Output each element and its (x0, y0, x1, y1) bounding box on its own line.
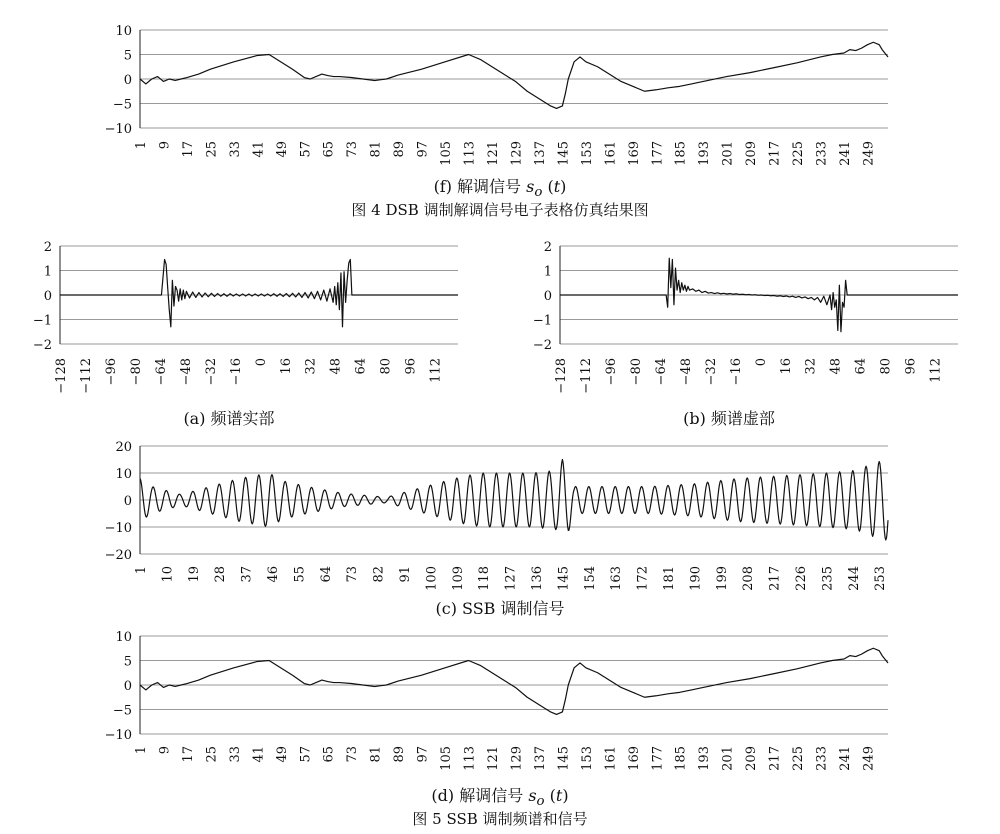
x-tick-label-c-8: 73 (345, 566, 361, 583)
x-tick-label-d-24: 193 (697, 746, 713, 771)
x-tick-label-a-10: 32 (303, 358, 319, 375)
x-tick-label-d-11: 89 (392, 746, 408, 763)
x-tick-label-a-8: 0 (253, 358, 269, 367)
x-tick-label-c-20: 181 (662, 566, 677, 591)
y-tick-label-a-4: 2 (43, 240, 52, 255)
x-tick-label-a-3: −80 (128, 358, 144, 386)
y-tick-label-a-0: −2 (32, 338, 52, 353)
x-tick-label-f-13: 105 (439, 141, 455, 166)
x-tick-label-c-22: 199 (714, 566, 730, 591)
x-tick-label-a-5: −48 (178, 358, 194, 386)
x-tick-label-d-1: 9 (157, 746, 173, 755)
caption-d-suffix: ( (544, 786, 556, 805)
x-tick-label-b-5: −48 (678, 358, 694, 386)
x-tick-label-d-28: 225 (791, 746, 807, 771)
x-tick-label-f-24: 193 (697, 141, 713, 166)
caption-f-suffix: ( (542, 177, 554, 196)
x-tick-label-c-25: 226 (794, 566, 809, 591)
chart-c (0, 432, 1000, 592)
x-tick-label-c-9: 82 (371, 566, 387, 583)
x-tick-label-f-21: 169 (626, 141, 642, 166)
x-tick-label-d-16: 129 (509, 746, 525, 771)
y-tick-label-c-4: 20 (115, 440, 132, 455)
x-tick-label-d-8: 65 (321, 746, 337, 763)
x-tick-label-f-19: 153 (579, 141, 595, 166)
x-tick-label-d-7: 57 (298, 746, 314, 763)
chart-a (0, 232, 500, 402)
x-tick-label-a-6: −32 (203, 358, 219, 386)
x-tick-label-d-25: 201 (720, 746, 736, 771)
x-tick-label-d-12: 97 (415, 746, 431, 763)
x-tick-label-a-9: 16 (278, 358, 294, 375)
x-tick-label-c-23: 208 (741, 566, 757, 591)
caption-b: (b) 频谱虚部 (683, 409, 775, 428)
x-tick-label-c-18: 163 (609, 566, 625, 591)
x-tick-label-b-8: 0 (753, 358, 769, 367)
x-tick-label-b-4: −64 (653, 358, 669, 386)
x-tick-label-c-1: 10 (160, 566, 176, 583)
x-tick-label-b-10: 32 (803, 358, 819, 375)
chart-b (500, 232, 1000, 402)
chart-d (0, 624, 1000, 780)
x-tick-label-b-12: 64 (853, 358, 869, 375)
x-tick-label-a-12: 64 (353, 358, 369, 375)
caption-d-close: ) (562, 786, 569, 805)
x-tick-label-d-15: 121 (486, 746, 501, 771)
caption-f (0, 174, 1000, 200)
x-tick-label-f-28: 225 (791, 141, 807, 166)
x-tick-label-f-4: 33 (227, 141, 243, 158)
x-tick-label-f-3: 25 (204, 141, 220, 158)
x-tick-label-f-2: 17 (180, 141, 196, 158)
x-tick-label-f-26: 209 (744, 141, 760, 166)
x-tick-label-b-6: −32 (703, 358, 719, 386)
x-tick-label-a-14: 96 (403, 358, 419, 375)
y-tick-label-f-1: −5 (112, 97, 132, 113)
x-tick-label-b-14: 96 (903, 358, 919, 375)
y-tick-label-c-1: −10 (104, 521, 132, 536)
x-tick-label-a-7: −16 (228, 358, 244, 386)
x-tick-label-d-4: 33 (227, 746, 243, 763)
x-tick-label-c-19: 172 (635, 566, 651, 591)
y-tick-label-c-0: −20 (104, 548, 132, 563)
x-tick-label-d-5: 41 (251, 746, 267, 763)
x-tick-label-c-24: 217 (767, 566, 783, 591)
x-tick-label-c-13: 118 (477, 566, 493, 591)
y-tick-label-d-3: 5 (123, 654, 132, 670)
x-tick-label-a-11: 48 (328, 358, 344, 375)
y-tick-label-f-3: 5 (123, 48, 132, 64)
y-tick-label-c-3: 10 (115, 467, 132, 482)
x-tick-label-f-17: 137 (532, 141, 548, 166)
x-tick-label-f-23: 185 (673, 141, 689, 166)
x-tick-label-c-27: 244 (846, 566, 862, 591)
y-tick-label-f-4: 10 (115, 24, 132, 39)
x-tick-label-f-7: 57 (298, 141, 314, 158)
x-tick-label-b-9: 16 (778, 358, 794, 375)
x-tick-label-f-27: 217 (767, 141, 783, 166)
x-tick-label-a-13: 80 (378, 358, 394, 375)
x-tick-label-a-0: −128 (54, 358, 69, 394)
x-tick-label-a-4: −64 (153, 358, 169, 386)
y-tick-label-d-1: −5 (112, 703, 132, 719)
x-tick-label-b-13: 80 (878, 358, 894, 375)
y-tick-label-a-1: −1 (32, 313, 52, 329)
y-tick-label-d-0: −10 (104, 728, 132, 743)
x-tick-label-f-15: 121 (486, 141, 501, 166)
x-tick-label-a-15: 112 (428, 358, 444, 383)
x-tick-label-f-6: 49 (274, 141, 290, 158)
x-tick-label-b-2: −96 (603, 358, 619, 386)
y-tick-label-d-2: 0 (123, 679, 132, 694)
y-tick-label-c-2: 0 (123, 494, 132, 509)
x-tick-label-a-1: −112 (78, 358, 94, 394)
x-tick-label-d-27: 217 (767, 746, 783, 771)
y-tick-label-f-0: −10 (104, 122, 132, 137)
y-tick-label-a-2: 0 (43, 289, 52, 304)
x-tick-label-c-11: 100 (424, 566, 440, 591)
x-tick-label-f-0: 1 (134, 141, 149, 150)
chart-f (0, 0, 1000, 170)
caption-d-var: s (528, 786, 537, 805)
x-tick-label-c-26: 235 (820, 566, 836, 591)
x-tick-label-c-10: 91 (398, 566, 413, 583)
caption-a: (a) 频谱实部 (183, 409, 275, 428)
caption-f-prefix: (f) 解调信号 (433, 177, 527, 196)
caption-d-sub: o (536, 794, 545, 810)
caption-f-var: s (526, 177, 535, 196)
x-tick-label-c-2: 19 (186, 566, 202, 583)
x-tick-label-d-22: 177 (650, 746, 666, 771)
x-tick-label-b-0: −128 (554, 358, 569, 394)
x-tick-label-b-1: −112 (578, 358, 594, 394)
caption-f-arg: t (553, 177, 561, 196)
figure-5-caption: 图 5 SSB 调制频谱和信号 (412, 810, 588, 828)
y-tick-label-b-2: 0 (543, 289, 552, 304)
caption-f-close: ) (560, 177, 567, 196)
x-tick-label-f-20: 161 (603, 141, 619, 166)
x-tick-label-f-22: 177 (650, 141, 666, 166)
x-tick-label-d-29: 233 (814, 746, 830, 771)
x-tick-label-c-3: 28 (213, 566, 229, 583)
caption-d (0, 783, 1000, 809)
x-tick-label-d-9: 73 (345, 746, 361, 763)
x-tick-label-f-12: 97 (415, 141, 431, 158)
x-tick-label-d-17: 137 (532, 746, 548, 771)
x-tick-label-b-15: 112 (928, 358, 944, 383)
x-tick-label-d-10: 81 (368, 746, 384, 763)
y-tick-label-a-3: 1 (43, 264, 52, 280)
x-tick-label-d-30: 241 (838, 746, 853, 771)
x-tick-label-d-0: 1 (134, 746, 149, 755)
x-tick-label-c-28: 253 (873, 566, 889, 591)
x-tick-label-c-16: 145 (556, 566, 572, 591)
x-tick-label-c-0: 1 (134, 566, 149, 575)
x-tick-label-c-7: 64 (318, 566, 334, 583)
x-tick-label-c-21: 190 (688, 566, 704, 591)
x-tick-label-d-2: 17 (180, 746, 196, 763)
caption-f-sub: o (534, 185, 543, 201)
x-tick-label-d-19: 153 (579, 746, 595, 771)
x-tick-label-c-5: 46 (266, 566, 281, 583)
series-line-b (560, 258, 958, 332)
x-tick-label-f-8: 65 (321, 141, 337, 158)
x-tick-label-c-4: 37 (239, 566, 255, 583)
x-tick-label-c-17: 154 (582, 566, 598, 591)
x-tick-label-d-18: 145 (556, 746, 572, 771)
x-tick-label-f-11: 89 (392, 141, 408, 158)
series-line-d (140, 648, 888, 714)
x-tick-label-f-1: 9 (157, 141, 173, 150)
x-tick-label-b-7: −16 (728, 358, 744, 386)
x-tick-label-c-15: 136 (530, 566, 545, 591)
y-tick-label-b-3: 1 (543, 264, 552, 280)
x-tick-label-f-16: 129 (509, 141, 525, 166)
x-tick-label-c-6: 55 (292, 566, 308, 583)
y-tick-label-b-4: 2 (543, 240, 552, 255)
x-tick-label-d-14: 113 (462, 746, 478, 771)
x-tick-label-f-25: 201 (720, 141, 736, 166)
series-line-f (140, 42, 888, 108)
caption-d-prefix: (d) 解调信号 (431, 786, 529, 805)
x-tick-label-d-23: 185 (673, 746, 689, 771)
x-tick-label-d-31: 249 (861, 746, 877, 771)
caption-c: (c) SSB 调制信号 (435, 599, 565, 618)
x-tick-label-d-13: 105 (439, 746, 455, 771)
x-tick-label-b-11: 48 (828, 358, 844, 375)
figure-4-caption: 图 4 DSB 调制解调信号电子表格仿真结果图 (351, 201, 649, 219)
x-tick-label-f-29: 233 (814, 141, 830, 166)
x-tick-label-f-9: 73 (345, 141, 361, 158)
x-tick-label-f-18: 145 (556, 141, 572, 166)
x-tick-label-f-14: 113 (462, 141, 478, 166)
x-tick-label-a-2: −96 (103, 358, 119, 386)
y-tick-label-f-2: 0 (123, 73, 132, 88)
x-tick-label-d-3: 25 (204, 746, 220, 763)
caption-d-arg: t (555, 786, 563, 805)
x-tick-label-d-26: 209 (744, 746, 760, 771)
series-line-a (60, 259, 458, 326)
x-tick-label-f-10: 81 (368, 141, 384, 158)
x-tick-label-d-6: 49 (274, 746, 290, 763)
x-tick-label-d-21: 169 (626, 746, 642, 771)
x-tick-label-f-5: 41 (251, 141, 267, 158)
y-tick-label-b-1: −1 (532, 313, 552, 329)
y-tick-label-d-4: 10 (115, 630, 132, 645)
x-tick-label-b-3: −80 (628, 358, 644, 386)
x-tick-label-d-20: 161 (603, 746, 619, 771)
x-tick-label-c-14: 127 (503, 566, 519, 591)
x-tick-label-f-31: 249 (861, 141, 877, 166)
x-tick-label-f-30: 241 (838, 141, 853, 166)
y-tick-label-b-0: −2 (532, 338, 552, 353)
x-tick-label-c-12: 109 (450, 566, 466, 591)
